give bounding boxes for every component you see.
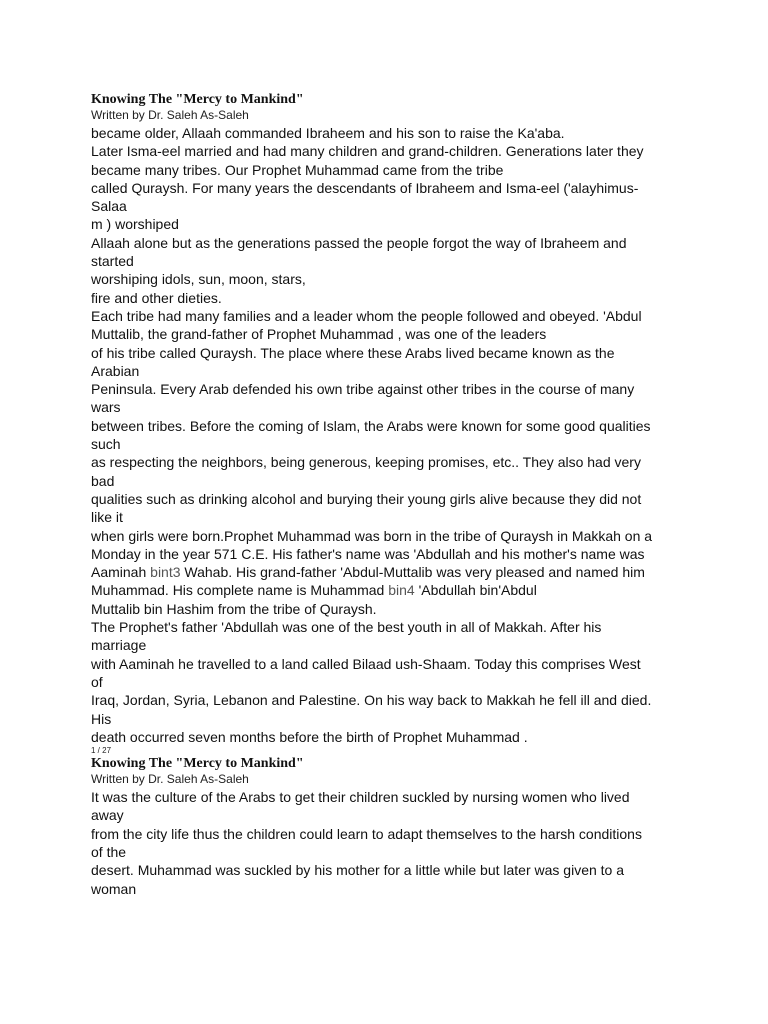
text-line: between tribes. Before the coming of Islam, the Arabs were known for some good qualities (91, 417, 651, 434)
text-line: of the (91, 843, 127, 860)
text-line: fire and other dieties. (91, 289, 222, 306)
text-line: Later Isma-eel married and had many children and grand-children. Generations later they (91, 143, 644, 160)
document-title-repeat: Knowing The "Mercy to Mankind" (91, 756, 304, 772)
text-line (91, 563, 691, 581)
footnote-marker: bin4 (388, 582, 415, 599)
text-line: His (91, 710, 112, 727)
text-line: Muttalib bin Hashim from the tribe of Quraysh. (91, 600, 377, 617)
text-fragment: Aaminah (91, 564, 151, 581)
body-section-2 (91, 788, 691, 898)
text-line: such (91, 436, 121, 453)
text-fragment: Muhammad. His complete name is Muhammad (91, 582, 389, 599)
text-line: Peninsula. Every Arab defended his own tribe against other tribes in the course of many (91, 381, 635, 398)
text-line: m ) worshiped (91, 216, 179, 233)
text-line: Muttalib, the grand-father of Prophet Muhammad , was one of the leaders (91, 326, 547, 343)
document-page (91, 92, 691, 898)
text-line: desert. Muhammad was suckled by his mother for a little while but later was given to a (91, 862, 625, 879)
text-line: qualities such as drinking alcohol and burying their young girls alive because they did not (91, 490, 642, 507)
text-line: called Quraysh. For many years the descendants of Ibraheem and Isma-eel ('alayhimus- (91, 179, 639, 196)
author-byline-repeat: Written by Dr. Saleh As-Saleh (91, 772, 249, 787)
text-line: worshiping idols, sun, moon, stars, (91, 271, 306, 288)
text-line: woman (91, 880, 137, 897)
text-line: The Prophet's father 'Abdullah was one of the best youth in all of Makkah. After his (91, 619, 602, 636)
text-line: away (91, 807, 124, 824)
text-line: wars (91, 399, 121, 416)
text-line: It was the culture of the Arabs to get their children suckled by nursing women who lived (91, 789, 630, 806)
footnote-marker: bint3 (150, 564, 181, 581)
text-line: Iraq, Jordan, Syria, Lebanon and Palestine. On his way back to Makkah he fell ill and died. (91, 692, 652, 709)
text-line: of his tribe called Quraysh. The place where these Arabs lived became known as the (91, 344, 615, 361)
text-line: Each tribe had many families and a leader whom the people followed and obeyed. 'Abdul (91, 307, 642, 324)
author-byline: Written by Dr. Saleh As-Saleh (91, 108, 249, 122)
text-line: Salaa (91, 198, 127, 215)
text-line: of (91, 673, 103, 690)
text-line: like it (91, 509, 123, 526)
text-line: Arabian (91, 362, 140, 379)
text-line: Monday in the year 571 C.E. His father's name was 'Abdullah and his mother's name was (91, 545, 645, 562)
text-line: bad (91, 472, 115, 489)
page-number: 1 / 27 (91, 746, 112, 756)
text-line: from the city life thus the children could learn to adapt themselves to the harsh conditions (91, 825, 642, 842)
text-line: when girls were born.Prophet Muhammad was born in the tribe of Quraysh in Makkah on a (91, 527, 653, 544)
text-line: death occurred seven months before the birth of Prophet Muhammad . (91, 728, 528, 745)
text-line: as respecting the neighbors, being generous, keeping promises, etc.. They also had very (91, 454, 641, 471)
text-fragment: 'Abdullah bin'Abdul (414, 582, 537, 599)
document-title: Knowing The "Mercy to Mankind" (91, 92, 304, 107)
text-line: marriage (91, 637, 147, 654)
text-line: Allaah alone but as the generations passed the people forgot the way of Ibraheem and (91, 234, 627, 251)
body-section-1 (91, 124, 691, 746)
text-line (91, 581, 691, 599)
text-line: became older, Allaah commanded Ibraheem and his son to raise the Ka'aba. (91, 125, 565, 141)
text-line: became many tribes. Our Prophet Muhammad came from the tribe (91, 161, 504, 178)
text-fragment: Wahab. His grand-father 'Abdul-Muttalib was very pleased and named him (180, 564, 645, 581)
text-line: with Aaminah he travelled to a land called Bilaad ush-Shaam. Today this comprises West (91, 655, 641, 672)
text-line: started (91, 253, 134, 270)
